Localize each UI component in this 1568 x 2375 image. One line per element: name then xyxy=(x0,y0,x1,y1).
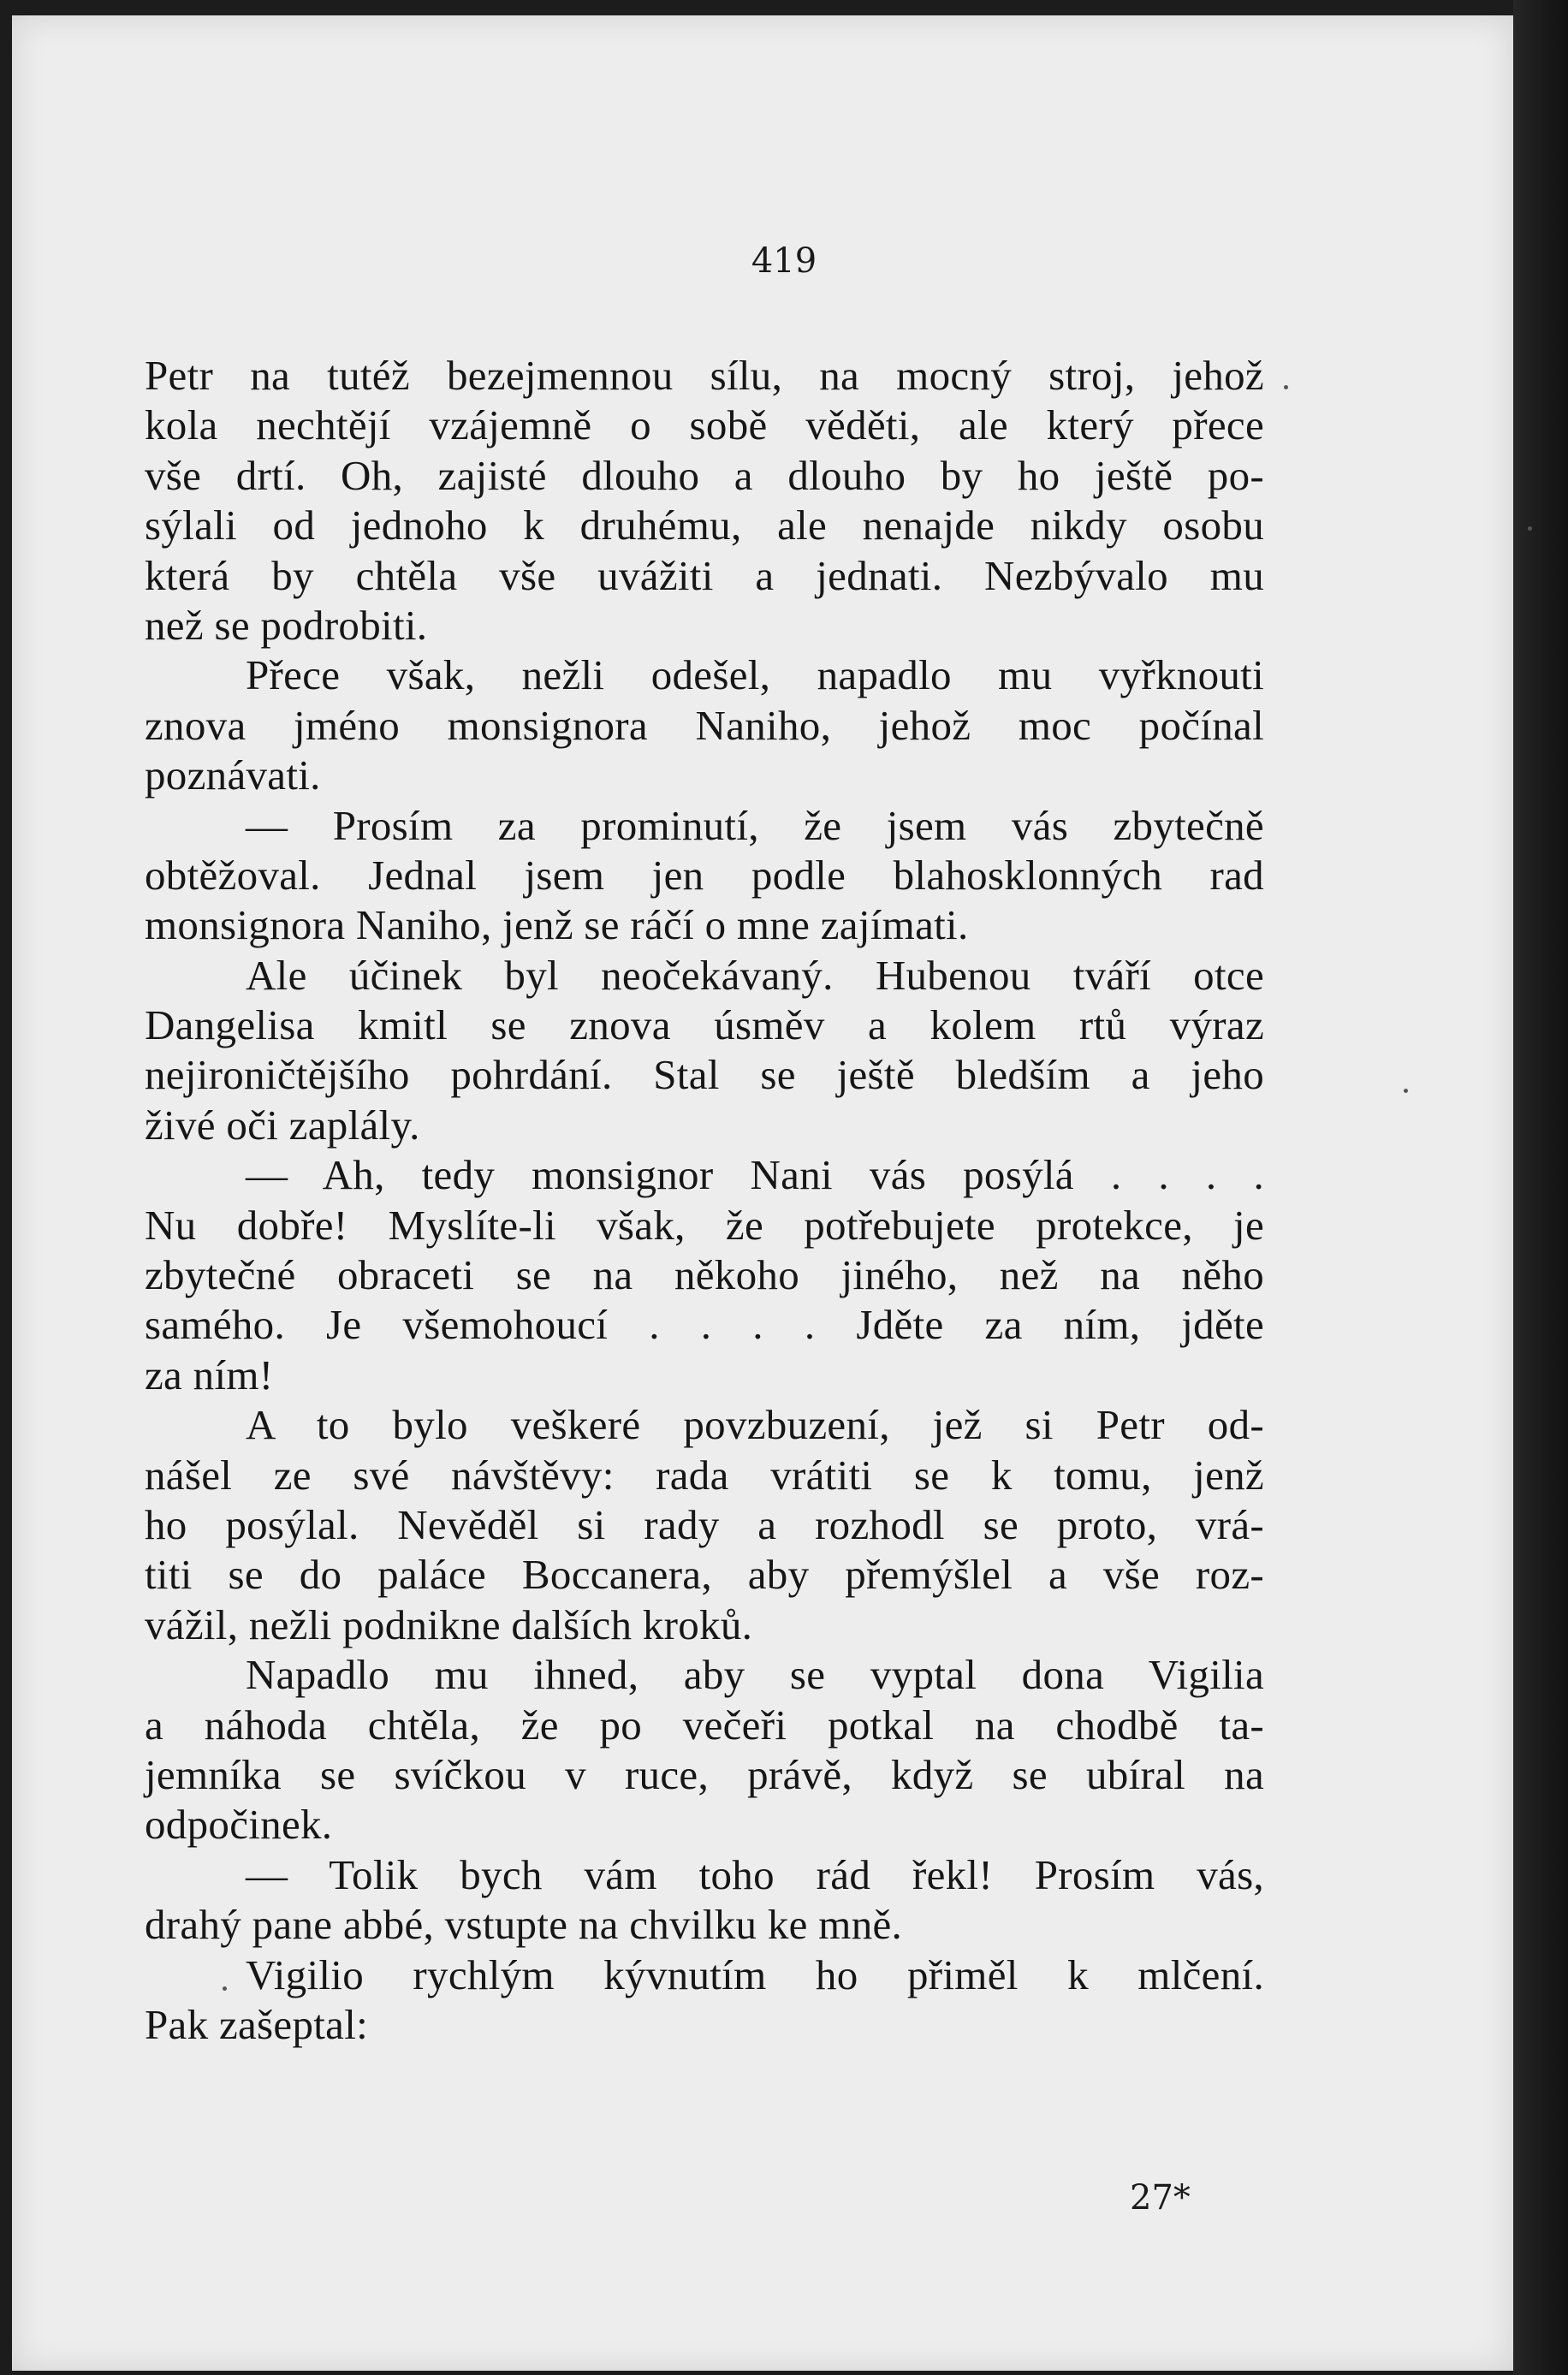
text-line: která by chtěla vše uvážiti a jednati. Nezbývalo mu xyxy=(145,551,1264,599)
text-line: — Tolik bych vám toho rád řekl! Prosím vás, xyxy=(246,1850,1264,1898)
dust-speck xyxy=(1284,385,1288,389)
text-line: ho posýlal. Nevěděl si rady a rozhodl se proto, vrá- xyxy=(145,1500,1264,1548)
text-line: drahý pane abbé, vstupte na chvilku ke mně. xyxy=(145,1901,903,1949)
page-edge-shadow xyxy=(1513,0,1568,2375)
dust-speck xyxy=(1404,1089,1408,1093)
text-line: A to bylo veškeré povzbuzení, jež si Petr od- xyxy=(246,1401,1264,1449)
text-line: než se podrobiti. xyxy=(145,601,428,649)
text-line: znova jméno monsignora Naniho, jehož moc počínal xyxy=(145,701,1264,749)
text-line: živé oči zaplály. xyxy=(145,1101,420,1149)
body-text xyxy=(145,351,1264,2050)
page-number: 419 xyxy=(751,241,817,281)
text-line: Nu dobře! Myslíte-li však, že potřebujete protekce, je xyxy=(145,1201,1264,1249)
text-line: samého. Je všemohoucí . . . . Jděte za ním, jděte xyxy=(145,1301,1264,1349)
text-line: nášel ze své návštěvy: rada vrátiti se k tomu, jenž xyxy=(145,1451,1264,1499)
text-line: jemníka se svíčkou v ruce, právě, když se ubíral na xyxy=(145,1750,1264,1798)
text-line: odpočinek. xyxy=(145,1801,333,1849)
text-line: sýlali od jednoho k druhému, ale nenajde nikdy osobu xyxy=(145,502,1264,549)
text-line: vše drtí. Oh, zajisté dlouho a dlouho by ho ještě po- xyxy=(145,451,1264,499)
text-line: Napadlo mu ihned, aby se vyptal dona Vigilia xyxy=(246,1651,1264,1699)
dust-speck xyxy=(223,1986,227,1991)
text-line: obtěžoval. Jednal jsem jen podle blahosklonných rad xyxy=(145,851,1264,899)
text-line: kola nechtějí vzájemně o sobě věděti, ale který přece xyxy=(145,401,1264,449)
text-line: Ale účinek byl neočekávaný. Hubenou tváří otce xyxy=(246,951,1264,999)
text-line: Pak zašeptal: xyxy=(145,2000,369,2048)
text-line: vážil, nežli podnikne dalších kroků. xyxy=(145,1600,753,1648)
text-line: za ním! xyxy=(145,1351,274,1398)
text-line: monsignora Naniho, jenž se ráčí o mne zajímati. xyxy=(145,901,969,949)
text-line: Dangelisa kmitl se znova úsměv a kolem rtů výraz xyxy=(145,1001,1264,1049)
text-line: a náhoda chtěla, že po večeři potkal na chodbě ta- xyxy=(145,1701,1264,1749)
text-line: Vigilio rychlým kývnutím ho přiměl k mlčení. xyxy=(246,1950,1264,1998)
text-line: — Prosím za prominutí, že jsem vás zbytečně xyxy=(246,801,1264,849)
dust-speck xyxy=(1528,526,1532,531)
text-line: poznávati. xyxy=(145,751,321,799)
text-line: titi se do paláce Boccanera, aby přemýšlel a vše roz- xyxy=(145,1551,1264,1599)
text-line: — Ah, tedy monsignor Nani vás posýlá . . . . xyxy=(246,1151,1264,1199)
text-line: zbytečné obraceti se na někoho jiného, než na něho xyxy=(145,1251,1264,1299)
text-line: nejironičtějšího pohrdání. Stal se ještě bledším a jeho xyxy=(145,1051,1264,1099)
text-line: Petr na tutéž bezejmennou sílu, na mocný stroj, jehož xyxy=(145,352,1264,399)
text-line: Přece však, nežli odešel, napadlo mu vyřknouti xyxy=(246,651,1264,699)
signature-mark: 27* xyxy=(1130,2178,1191,2218)
